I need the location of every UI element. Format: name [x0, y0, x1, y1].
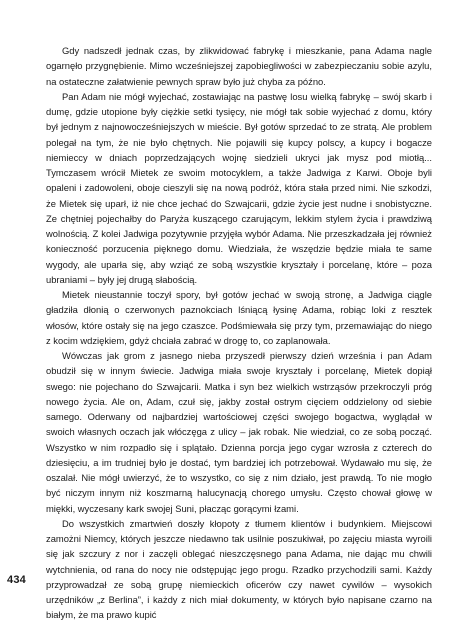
page-number: 434	[7, 574, 26, 586]
body-text	[46, 43, 432, 623]
paragraph-3: Mietek nieustannie toczył spory, był gotów jechać w swoją stronę, a Jadwiga ciągle gładziła dłonią o czerwonych paznokciach lśniącą łysinę Adama, robiąc loki z resztek włosów, które ostały się na jego czaszce. Podśmiewała się przy tym, przemawiając do niego z kocim wdziękiem, gdyż chciała zabrać w drogę to, co zaplanowała.	[46, 289, 432, 346]
paragraph-2: Pan Adam nie mógł wyjechać, zostawiając na pastwę losu wielką fabrykę – swój skarb i dumę, gdzie utopione były ciężkie setki tysięcy, nie mógł tak sobie wyjechać z domu, który był jednym z najnowocześniejszych w mieście. Był gotów sprzedać to ze stratą. Ale problem polegał na tym, że nie było chętnych. Nie pojawili się kupcy polscy, a kupcy i bogacze niemieccy w dniach poprzedzających wojnę siedzieli ukryci jak mysz pod miotłą... Tymczasem wrócił Mietek ze swoim motocyklem, a także Jadwiga z Karwi. Oboje byli opaleni i zadowoleni, oboje cieszyli się na nową podróż, która stała przed nimi. Nie szkodzi, że Mietek się uparł, iż nie chce jechać do Szwajcarii, gdzie życie jest nudne i snobistyczne. Ze chętniej pojechałby do Paryża kuszącego czarującym, lekkim stylem życia i prawdziwą wolnością. Z kolei Jadwiga pozytywnie przyjęła wybór Adama. Nie przeszkadzała jej również konieczność porzucenia pięknego domu. Wiedziała, że wszędzie będzie miała te same wygody, ale uparła się, aby wziąć ze sobą wszystkie kryształy i porcelanę, które – poza ubraniami – były jej drugą słabością.	[46, 90, 432, 285]
paragraph-5: Do wszystkich zmartwień doszły kłopoty z tłumem klientów i budynkiem. Miejscowi zamożni Niemcy, których jeszcze niedawno tak usilnie poszukiwał, po zajęciu miasta wyroili się jak szczury z nor i zaczęli oblegać nieszczęsnego pana Adama, nie dając mu chwili wytchnienia, od rana do nocy nie odstępując jego progu. Rzadko przychodzili sami. Każdy przyprowadzał ze sobą grupę niemieckich oficerów czy nawet cywilów – wysokich urzędników „z Berlina”, i każdy z nich miał dokumenty, w których było napisane czarno na białym, że ma prawo kupić	[46, 517, 432, 621]
paragraph-1: Gdy nadszedł jednak czas, by zlikwidować fabrykę i mieszkanie, pana Adama nagle ogarnęło przygnębienie. Mimo wcześniejszej zapobiegliwości w zabezpieczaniu sobie azylu, na ostateczne załatwienie pewnych spraw było już chyba za późno.	[46, 45, 432, 87]
paragraph-4: Wówczas jak grom z jasnego nieba przyszedł pierwszy dzień września i pan Adam obudził się w innym świecie. Jadwiga miała swoje kryształy i porcelanę, Mietek dopiął swego: nie pojechano do Szwajcarii. Matka i syn bez wielkich wstrząsów przekroczyli próg nowego życia. Ale on, Adam, czuł się, jakby został ostrym cięciem oddzielony od siebie samego. Oderwany od najbardziej wartościowej części swojego bogactwa, wyglądał w swoich własnych oczach jak włóczęga z ulicy – jak robak. Nie wiedział, co ze sobą począć. Wszystko w nim rozpadło się i splątało. Dzienna porcja jego cygar wzrosła z czterech do dziesięciu, a im trudniej było je dostać, tym bardziej ich potrzebował. Wydawało mu się, że oszalał. Nie mógł uwierzyć, że to wszystko, co się z nim działo, jest prawdą. To nie mogło być niczym innym niż koszmarną halucynacją chorego umysłu. Często chował głowę w miękki, wyczesany kark swojej Suni, płacząc gorącymi łzami.	[46, 350, 432, 514]
